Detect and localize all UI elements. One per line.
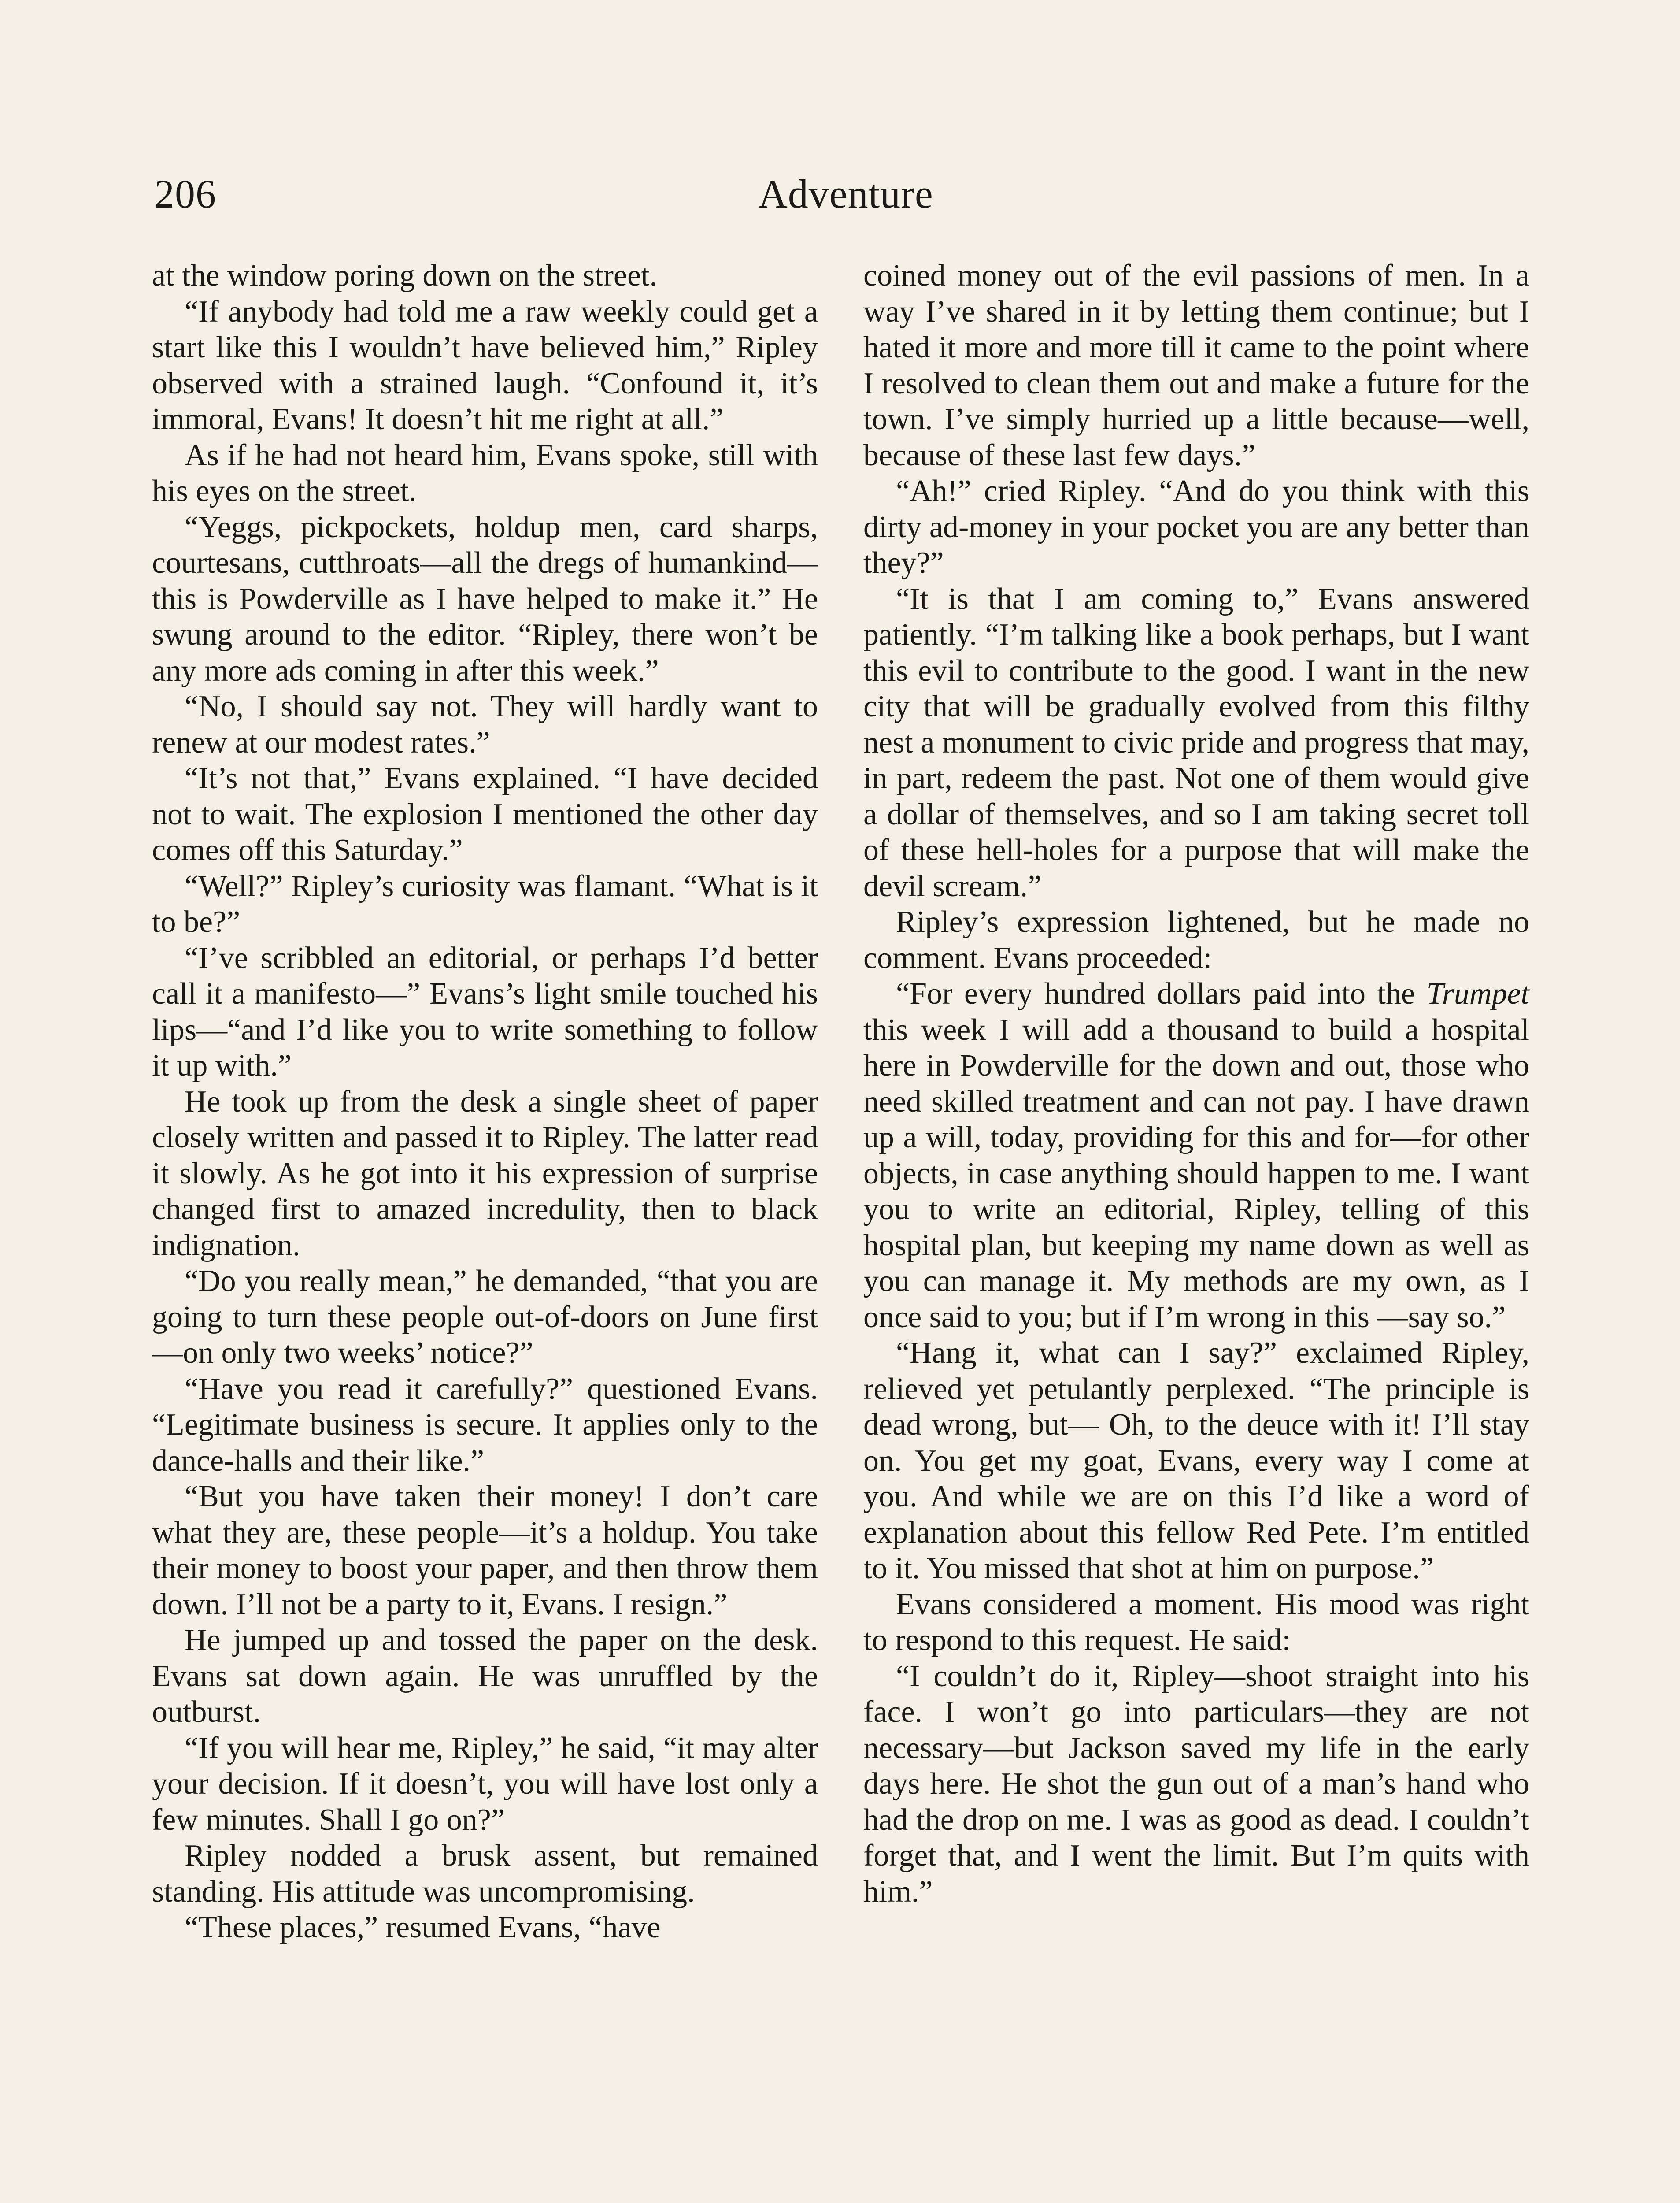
paragraph: “If anybody had told me a raw weekly could get a start like this I wouldn’t have believed him,” Ripley observed with a strained laugh. “Confound it, it’s immoral, Evans! It doesn’t hit me right at all.”: [152, 294, 818, 436]
paragraph: He took up from the desk a single sheet of paper closely written and passed it to Ripley. The latter read it slowly. As he got into it his expression of surprise changed first to amazed incredulity, then to black indignation.: [152, 1084, 818, 1262]
paragraph: “But you have taken their money! I don’t care what they are, these people—it’s a holdup. You take their money to boost your paper, and then throw them down. I’ll not be a party to it, Evans. I resign.”: [152, 1480, 818, 1621]
paragraph: at the window poring down on the street.: [152, 259, 658, 293]
paragraph-text: “For every hundred dollars paid into the: [896, 977, 1415, 1011]
paragraph: He jumped up and tossed the paper on the desk. Evans sat down again. He was unruffled by the outburst.: [152, 1623, 818, 1729]
paragraph: “Hang it, what can I say?” exclaimed Ripley, relieved yet petulantly perplexed. “The principle is dead wrong, but— Oh, to the deuce with it! I’ll stay on. You get my goat, Evans, every way I come at you. And while we are on this I’d like a word of explanation about this fellow Red Pete. I’m entitled to it. You missed that shot at him on purpose.”: [863, 1336, 1529, 1585]
left-column: [152, 258, 818, 1946]
running-title: Adventure: [758, 171, 933, 216]
paragraph: As if he had not heard him, Evans spoke, still with his eyes on the street.: [152, 438, 818, 508]
paragraph: “Well?” Ripley’s curiosity was flamant. “What is it to be?”: [152, 869, 818, 939]
paragraph: “It’s not that,” Evans explained. “I have decided not to wait. The explosion I mentioned the other day comes off this Saturday.”: [152, 761, 818, 867]
paragraph: “Do you really mean,” he demanded, “that you are going to turn these people out-of-doors on June first—on only two weeks’ notice?”: [152, 1264, 818, 1370]
paragraph: “Have you read it carefully?” questioned Evans. “Legitimate business is secure. It applies only to the dance-halls and their like.”: [152, 1372, 818, 1478]
paragraph: coined money out of the evil passions of men. In a way I’ve shared in it by letting them continue; but I hated it more and more till it came to the point where I resolved to clean them out and make a future for the town. I’ve simply hurried up a little because—well, because of these last few days.”: [863, 259, 1529, 472]
paragraph: Ripley nodded a brusk assent, but remained standing. His attitude was uncompromising.: [152, 1839, 818, 1909]
paragraph: “I couldn’t do it, Ripley—shoot straight into his face. I won’t go into particulars—they are not necessary—but Jackson saved my life in the early days here. He shot the gun out of a man’s hand who had the drop on me. I was as good as dead. I couldn’t forget that, and I went the limit. But I’m quits with him.”: [863, 1659, 1529, 1909]
paragraph: “I’ve scribbled an editorial, or perhaps I’d better call it a manifesto—” Evans’s light smile touched his lips—“and I’d like you to write something to follow it up with.”: [152, 941, 818, 1083]
page-number: 206: [154, 171, 216, 216]
paragraph: “No, I should say not. They will hardly want to renew at our modest rates.”: [152, 690, 818, 760]
paragraph: Evans considered a moment. His mood was right to respond to this request. He said:: [863, 1587, 1529, 1657]
newspaper-name: Trumpet: [1426, 977, 1529, 1011]
paragraph: “Yeggs, pickpockets, holdup men, card sharps, courtesans, cutthroats—all the dregs of humankind—this is Powderville as I have helped to make it.” He swung around to the editor. “Ripley, there won’t be any more ads coming in after this week.”: [152, 510, 818, 688]
paragraph: “It is that I am coming to,” Evans answered patiently. “I’m talking like a book perhaps, but I want this evil to contribute to the good. I want in the new city that will be gradually evolved from this filthy nest a monument to civic pride and progress that may, in part, redeem the past. Not one of them would give a dollar of themselves, and so I am taking secret toll of these hell-holes for a purpose that will make the devil scream.”: [863, 582, 1529, 903]
paragraph: Ripley’s expression lightened, but he made no comment. Evans proceeded:: [863, 905, 1529, 975]
paragraph: “These places,” resumed Evans, “have: [185, 1910, 661, 1944]
paragraph-text: this week I will add a thousand to build a hospital here in Powderville for the down and out, those who need skilled treatment and can not pay. I have drawn up a will, today, providing for this and for—for other objects, in case anything should happen to me. I want you to write an editorial, Ripley, telling of this hospital plan, but keeping my name down as well as you can manage it. My methods are my own, as I once said to you; but if I’m wrong in this —say so.”: [863, 1012, 1529, 1334]
paragraph: “Ah!” cried Ripley. “And do you think with this dirty ad-money in your pocket you are any better than they?”: [863, 474, 1529, 580]
paragraph: “If you will hear me, Ripley,” he said, “it may alter your decision. If it doesn’t, you will have lost only a few minutes. Shall I go on?”: [152, 1731, 818, 1837]
right-column: [863, 258, 1529, 1910]
paragraph-trumpet: [863, 976, 1529, 1335]
page-header: [154, 167, 1537, 229]
